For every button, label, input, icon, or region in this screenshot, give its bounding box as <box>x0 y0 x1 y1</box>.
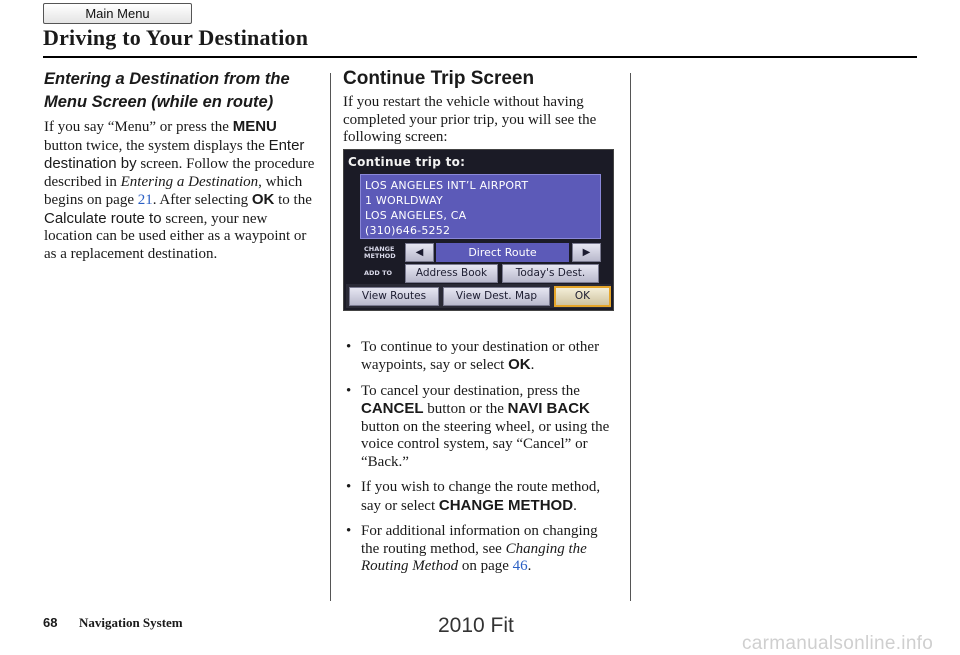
view-routes-button[interactable]: View Routes <box>349 287 439 306</box>
route-prev-button[interactable]: ◀ <box>405 243 434 262</box>
column-divider-right <box>630 73 631 601</box>
keyword-enter-destination-by: Enter destination by <box>44 136 305 172</box>
page-link-46[interactable]: 46 <box>512 558 528 574</box>
route-next-button[interactable]: ▶ <box>572 243 601 262</box>
keyword-menu: MENU <box>232 118 277 135</box>
title-divider <box>43 56 917 58</box>
middle-column <box>343 66 619 584</box>
column-divider-left <box>330 73 331 601</box>
left-paragraph: If you say “Menu” or press the MENU button twice, the system displays the Enter destination by screen. Follow the procedure described in Entering a Destination, which begins on page 21. After selecting OK to the Calculate route to screen, your new location can be used either as a waypoint or as a replacement destination. <box>44 118 315 262</box>
continue-trip-screen <box>343 149 614 311</box>
screen-header: Continue trip to: <box>348 155 466 169</box>
left-column <box>44 68 316 263</box>
address-book-button[interactable]: Address Book <box>405 264 498 283</box>
list-item: • To cancel your destination, press the CANCEL button or the NAVI BACK button on the steering wheel, or using the voice control system, say “Cancel” or “Back.” <box>343 383 619 472</box>
footer-section-title: Navigation System <box>79 615 183 630</box>
ref-entering-a-destination: Entering a Destination <box>120 173 259 190</box>
footer-model: 2010 Fit <box>438 614 514 637</box>
continue-trip-heading: Continue Trip Screen <box>343 68 535 89</box>
address-line: 1 WORLDWAY <box>365 194 443 207</box>
route-method-display: Direct Route <box>436 243 569 262</box>
change-method-label: CHANGE METHOD <box>364 245 396 260</box>
view-dest-map-button[interactable]: View Dest. Map <box>443 287 550 306</box>
main-menu-button[interactable]: Main Menu <box>43 3 192 24</box>
page-title: Driving to Your Destination <box>43 25 309 50</box>
destination-address-box <box>360 174 601 239</box>
instruction-list <box>343 339 619 576</box>
todays-dest-button[interactable]: Today's Dest. <box>502 264 599 283</box>
list-item: • For additional information on changing the routing method, see Changing the Routing Method on page 46. <box>343 523 619 576</box>
address-line: LOS ANGELES, CA <box>365 209 467 222</box>
keyword-calculate-route-to: Calculate route to <box>44 209 162 227</box>
section-subheading: Entering a Destination from the Menu Screen (while en route) <box>44 70 290 111</box>
add-to-label: ADD TO <box>364 269 393 277</box>
page-number: 68 <box>43 615 58 630</box>
intro-paragraph: If you restart the vehicle without having completed your prior trip, you will see the following screen: <box>343 94 597 145</box>
address-line: LOS ANGELES INT’L AIRPORT <box>365 179 529 192</box>
address-line: (310)646-5252 <box>365 224 451 237</box>
watermark: carmanualsonline.info <box>742 633 934 654</box>
page-link-21[interactable]: 21 <box>137 192 153 208</box>
list-item: • To continue to your destination or other waypoints, say or select OK. <box>343 339 619 375</box>
ok-button[interactable]: OK <box>554 286 611 307</box>
keyword-ok: OK <box>251 191 275 208</box>
list-item: • If you wish to change the route method, say or select CHANGE METHOD. <box>343 479 619 515</box>
